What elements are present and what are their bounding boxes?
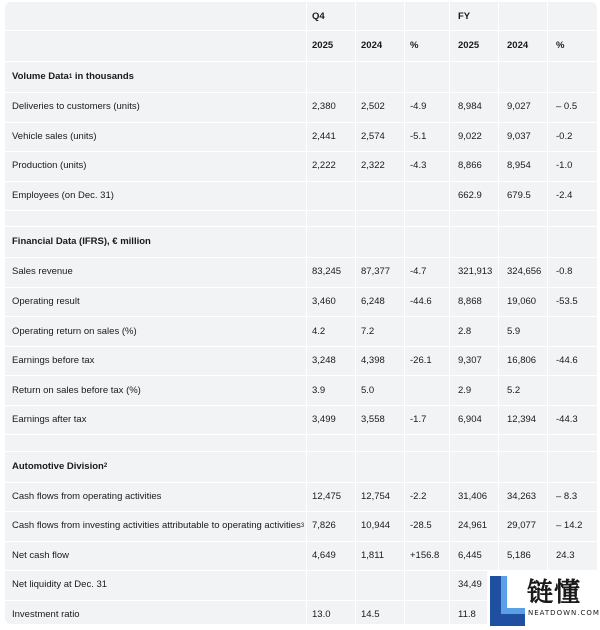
table-cell: 679.5 (498, 181, 547, 211)
row-label (5, 482, 306, 512)
table-cell-empty (355, 451, 404, 482)
table-row (5, 482, 597, 513)
table-cell: -0.2 (547, 122, 597, 152)
table-cell: – 14.2 (547, 511, 597, 541)
row-label-text: Return on sales before tax (%) (12, 384, 141, 396)
watermark-logo (487, 570, 599, 628)
table-cell: -26.1 (404, 346, 449, 376)
row-label-text: Operating return on sales (%) (12, 325, 137, 337)
table-cell: 12,754 (355, 482, 404, 512)
header-blank (5, 2, 306, 30)
table-cell (355, 181, 404, 211)
table-row (5, 257, 597, 288)
table-cell: 1,811 (355, 541, 404, 571)
row-label (5, 287, 306, 317)
table-cell: 5.9 (498, 316, 547, 346)
table-cell: -1.7 (404, 405, 449, 435)
table-cell: 14.5 (355, 600, 404, 624)
table-cell-empty (404, 61, 449, 92)
table-cell-empty (547, 61, 597, 92)
table-cell: +156.8 (404, 541, 449, 571)
table-cell-empty (355, 61, 404, 92)
row-label (5, 316, 306, 346)
table-cell: 2,574 (355, 122, 404, 152)
table-cell (404, 570, 449, 600)
header-fy: FY (449, 2, 498, 30)
section-title-text: Automotive Division (12, 460, 104, 472)
table-cell: 29,077 (498, 511, 547, 541)
row-label (5, 375, 306, 405)
table-cell (355, 570, 404, 600)
section-title-row (5, 226, 597, 258)
table-cell: 9,037 (498, 122, 547, 152)
table-cell: 9,307 (449, 346, 498, 376)
table-cell-empty (404, 451, 449, 482)
row-label (5, 346, 306, 376)
spacer-cell (306, 210, 355, 226)
table-cell: 8,868 (449, 287, 498, 317)
group-header-row (5, 2, 597, 31)
spacer-cell (5, 435, 306, 451)
watermark-text-en: NEATDOWN.COM (528, 609, 600, 617)
table-cell: 3,460 (306, 287, 355, 317)
section-title: Automotive Division 2 (12, 460, 108, 472)
table-cell: 2,322 (355, 151, 404, 181)
table-cell: 2,380 (306, 92, 355, 122)
header-year: % (404, 30, 449, 61)
table-cell: 6,248 (355, 287, 404, 317)
table-cell: -5.1 (404, 122, 449, 152)
table-cell: 11.8 (449, 600, 498, 624)
table-cell: 2.8 (449, 316, 498, 346)
table-cell: 19,060 (498, 287, 547, 317)
table-cell: -53.5 (547, 287, 597, 317)
table-cell: 24.3 (547, 541, 597, 571)
header-blank (5, 30, 306, 61)
table-cell: 3.9 (306, 375, 355, 405)
table-cell: 8,866 (449, 151, 498, 181)
spacer-cell (547, 210, 597, 226)
section-title: Volume Data 1 in thousands (12, 71, 134, 82)
row-label-text: Sales revenue (12, 266, 73, 278)
table-cell (306, 181, 355, 211)
table-cell: 7,826 (306, 511, 355, 541)
table-cell: 6,445 (449, 541, 498, 571)
table-cell-empty (449, 451, 498, 482)
table-cell: 12,394 (498, 405, 547, 435)
spacer-cell (306, 435, 355, 451)
row-label (5, 181, 306, 211)
spacer-cell (547, 435, 597, 451)
spacer-cell (449, 210, 498, 226)
table-cell: -4.3 (404, 151, 449, 181)
row-label (5, 600, 306, 624)
table-cell: 7.2 (355, 316, 404, 346)
spacer-cell (355, 210, 404, 226)
table-cell: 34,263 (498, 482, 547, 512)
section-spacer (5, 435, 597, 452)
table-cell-empty (547, 226, 597, 257)
table-cell: 83,245 (306, 257, 355, 287)
table-row (5, 151, 597, 182)
header-blank (404, 2, 449, 30)
header-blank (355, 2, 404, 30)
table-cell: 8,984 (449, 92, 498, 122)
section-title-suffix: in thousands (72, 71, 134, 82)
row-label-text: Investment ratio (12, 608, 80, 620)
table-row (5, 316, 597, 347)
table-cell: 4.2 (306, 316, 355, 346)
table-row (5, 375, 597, 406)
row-label-text: Employees (on Dec. 31) (12, 189, 114, 201)
row-label (5, 405, 306, 435)
table-cell-empty (449, 61, 498, 92)
table-cell (547, 316, 597, 346)
table-cell-empty (306, 226, 355, 257)
table-cell-empty (498, 451, 547, 482)
table-row (5, 541, 597, 572)
table-cell: 3,558 (355, 405, 404, 435)
spacer-cell (404, 210, 449, 226)
table-cell: -2.2 (404, 482, 449, 512)
table-cell-empty (449, 226, 498, 257)
row-label-text: Operating result (12, 296, 80, 308)
table-cell: 5,186 (498, 541, 547, 571)
row-label (5, 122, 306, 152)
table-cell-empty (404, 226, 449, 257)
header-blank (498, 2, 547, 30)
table-cell: -44.6 (547, 346, 597, 376)
watermark-text-cn: 链懂 (527, 578, 582, 608)
table-cell: -4.9 (404, 92, 449, 122)
table-cell: 87,377 (355, 257, 404, 287)
row-label (5, 257, 306, 287)
table-row (5, 405, 597, 436)
table-row (5, 122, 597, 153)
table-cell: -44.3 (547, 405, 597, 435)
table-cell: 9,027 (498, 92, 547, 122)
table-cell-empty (498, 61, 547, 92)
section-title (5, 226, 306, 257)
table-cell: 8,954 (498, 151, 547, 181)
row-label-text: Production (units) (12, 160, 87, 172)
spacer-cell (5, 210, 306, 226)
row-label-text: Net liquidity at Dec. 31 (12, 579, 108, 591)
table-cell: 321,913 (449, 257, 498, 287)
table-cell: 6,904 (449, 405, 498, 435)
table-cell-empty (355, 226, 404, 257)
table-row (5, 511, 597, 542)
table-cell (404, 600, 449, 624)
table-cell: 3,248 (306, 346, 355, 376)
row-label-text: Cash flows from investing activities attributable to operating activities (12, 520, 301, 532)
table-cell: -44.6 (404, 287, 449, 317)
table-cell: 13.0 (306, 600, 355, 624)
table-cell: 9,022 (449, 122, 498, 152)
table-cell: 10,944 (355, 511, 404, 541)
header-year: % (547, 30, 597, 61)
table-cell: 12,475 (306, 482, 355, 512)
year-header-row (5, 30, 597, 62)
table-cell (404, 375, 449, 405)
row-label (5, 92, 306, 122)
table-cell-empty (306, 451, 355, 482)
header-year: 2025 (449, 30, 498, 61)
table-cell: 4,398 (355, 346, 404, 376)
row-label-text: Earnings after tax (12, 414, 87, 426)
table-cell: 2.9 (449, 375, 498, 405)
table-cell (404, 316, 449, 346)
table-row (5, 287, 597, 318)
table-cell: -2.4 (547, 181, 597, 211)
row-label-text: Cash flows from operating activities (12, 490, 162, 502)
header-year: 2024 (355, 30, 404, 61)
table-cell: 16,806 (498, 346, 547, 376)
row-label: Cash flows from investing activities attributable to operating activities 3 (12, 520, 305, 532)
table-cell: 24,961 (449, 511, 498, 541)
spacer-cell (498, 435, 547, 451)
table-cell: – 0.5 (547, 92, 597, 122)
row-label (5, 151, 306, 181)
table-cell (306, 570, 355, 600)
section-title-row (5, 451, 597, 483)
table-cell: 31,406 (449, 482, 498, 512)
spacer-cell (449, 435, 498, 451)
table-row (5, 181, 597, 212)
table-cell-empty (498, 226, 547, 257)
financial-table (5, 2, 597, 624)
row-label (5, 570, 306, 600)
header-year: 2024 (498, 30, 547, 61)
section-title-row (5, 61, 597, 93)
table-cell-empty (547, 451, 597, 482)
header-blank (547, 2, 597, 30)
spacer-cell (498, 210, 547, 226)
table-cell: – 8.3 (547, 482, 597, 512)
section-title-text: Financial Data (IFRS), € million (12, 236, 151, 248)
header-year: 2025 (306, 30, 355, 61)
section-title-text: Volume Data (12, 71, 69, 82)
table-cell: 34,49 (449, 570, 498, 600)
row-label-text: Earnings before tax (12, 355, 95, 367)
logo-mark-icon (487, 574, 527, 628)
spacer-cell (404, 435, 449, 451)
table-cell: -0.8 (547, 257, 597, 287)
table-cell: -4.7 (404, 257, 449, 287)
table-cell: 662.9 (449, 181, 498, 211)
table-cell: -1.0 (547, 151, 597, 181)
table-cell: 324,656 (498, 257, 547, 287)
table-cell: 3,499 (306, 405, 355, 435)
table-cell: 5.2 (498, 375, 547, 405)
table-cell: 2,502 (355, 92, 404, 122)
table-row (5, 346, 597, 377)
row-label-text: Deliveries to customers (units) (12, 101, 140, 113)
row-label-text: Vehicle sales (units) (12, 130, 97, 142)
section-spacer (5, 210, 597, 227)
table-cell: 2,222 (306, 151, 355, 181)
table-row (5, 92, 597, 123)
row-label-text: Net cash flow (12, 549, 70, 561)
table-cell: 2,441 (306, 122, 355, 152)
table-cell-empty (306, 61, 355, 92)
table-cell: -28.5 (404, 511, 449, 541)
header-q4: Q4 (306, 2, 355, 30)
spacer-cell (355, 435, 404, 451)
table-cell (404, 181, 449, 211)
table-cell: 5.0 (355, 375, 404, 405)
table-cell (547, 375, 597, 405)
row-label (5, 541, 306, 571)
table-cell: 4,649 (306, 541, 355, 571)
